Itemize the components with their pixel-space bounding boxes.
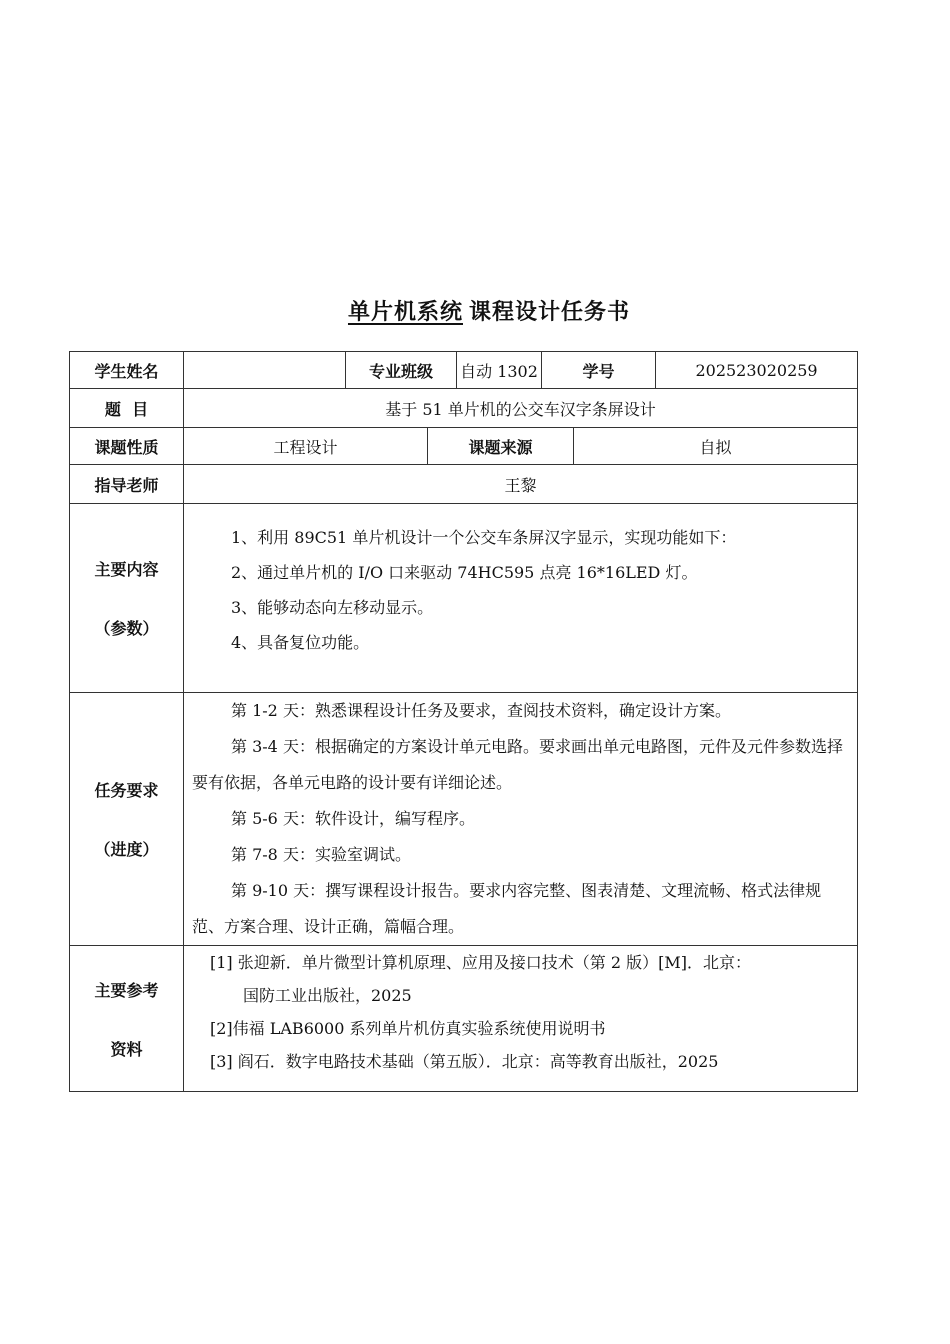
row-references [70,946,858,1092]
label-class: 专业班级 [346,352,457,389]
row-nature [70,428,858,465]
label-references-main: 主要参考 [94,980,159,1000]
reference-item: 国防工业出版社，2025 [243,986,412,1005]
label-task-main: 任务要求 [94,781,159,800]
task-item: 第 3-4 天：根据确定的方案设计单元电路。要求画出单元电路图，元件及元件参数选择要有依据，各单元电路的设计要有详细论述。 [192,737,843,792]
content-item: 2、通过单片机的 I/O 口来驱动 74HC595 点亮 16*16LED 灯。 [231,563,698,582]
label-content [70,504,184,693]
task-table [69,351,858,1092]
document-title [0,296,950,330]
label-task [70,693,184,946]
label-task-sub: （进度） [94,840,159,859]
value-class: 自动 1302 [457,352,542,389]
row-student [70,352,858,389]
row-task [70,693,858,946]
value-references [184,946,858,1092]
label-source: 课题来源 [428,428,574,465]
label-topic: 题 目 [70,389,184,428]
reference-item: [3] 阎石．数字电路技术基础（第五版）．北京：高等教育出版社，2025 [210,1052,719,1071]
title-course-name: 单片机系统 [347,300,463,325]
content-item: 1、利用 89C51 单片机设计一个公交车条屏汉字显示，实现功能如下： [231,528,737,547]
content-item: 3、能够动态向左移动显示。 [231,598,434,617]
reference-item: [1] 张迎新．单片微型计算机原理、应用及接口技术（第 2 版）[M]．北京： [210,953,751,972]
row-topic [70,389,858,428]
value-nature: 工程设计 [184,428,428,465]
label-references [70,946,184,1092]
value-student-name [184,352,346,389]
label-student-name: 学生姓名 [70,352,184,389]
value-task [184,693,858,946]
row-advisor [70,465,858,504]
label-student-id: 学号 [542,352,656,389]
label-content-sub: （参数） [94,619,159,638]
task-item: 第 5-6 天：软件设计，编写程序。 [231,809,475,828]
label-advisor: 指导老师 [70,465,184,504]
label-nature: 课题性质 [70,428,184,465]
label-references-sub: 资料 [110,1039,143,1059]
value-source: 自拟 [574,428,858,465]
value-student-id: 202523020259 [656,352,858,389]
reference-item: [2]伟福 LAB6000 系列单片机仿真实验系统使用说明书 [210,1019,606,1038]
content-item: 4、具备复位功能。 [231,633,370,652]
label-content-main: 主要内容 [94,560,159,579]
title-text: 课程设计任务书 [469,300,631,325]
value-topic: 基于 51 单片机的公交车汉字条屏设计 [184,389,858,428]
task-item: 第 9-10 天：撰写课程设计报告。要求内容完整、图表清楚、文理流畅、格式法律规范、方案合理、设计正确，篇幅合理。 [192,881,822,936]
row-content [70,504,858,693]
task-item: 第 7-8 天：实验室调试。 [231,845,411,864]
task-item: 第 1-2 天：熟悉课程设计任务及要求，查阅技术资料，确定设计方案。 [231,701,731,720]
value-content [184,504,858,693]
value-advisor: 王黎 [184,465,858,504]
